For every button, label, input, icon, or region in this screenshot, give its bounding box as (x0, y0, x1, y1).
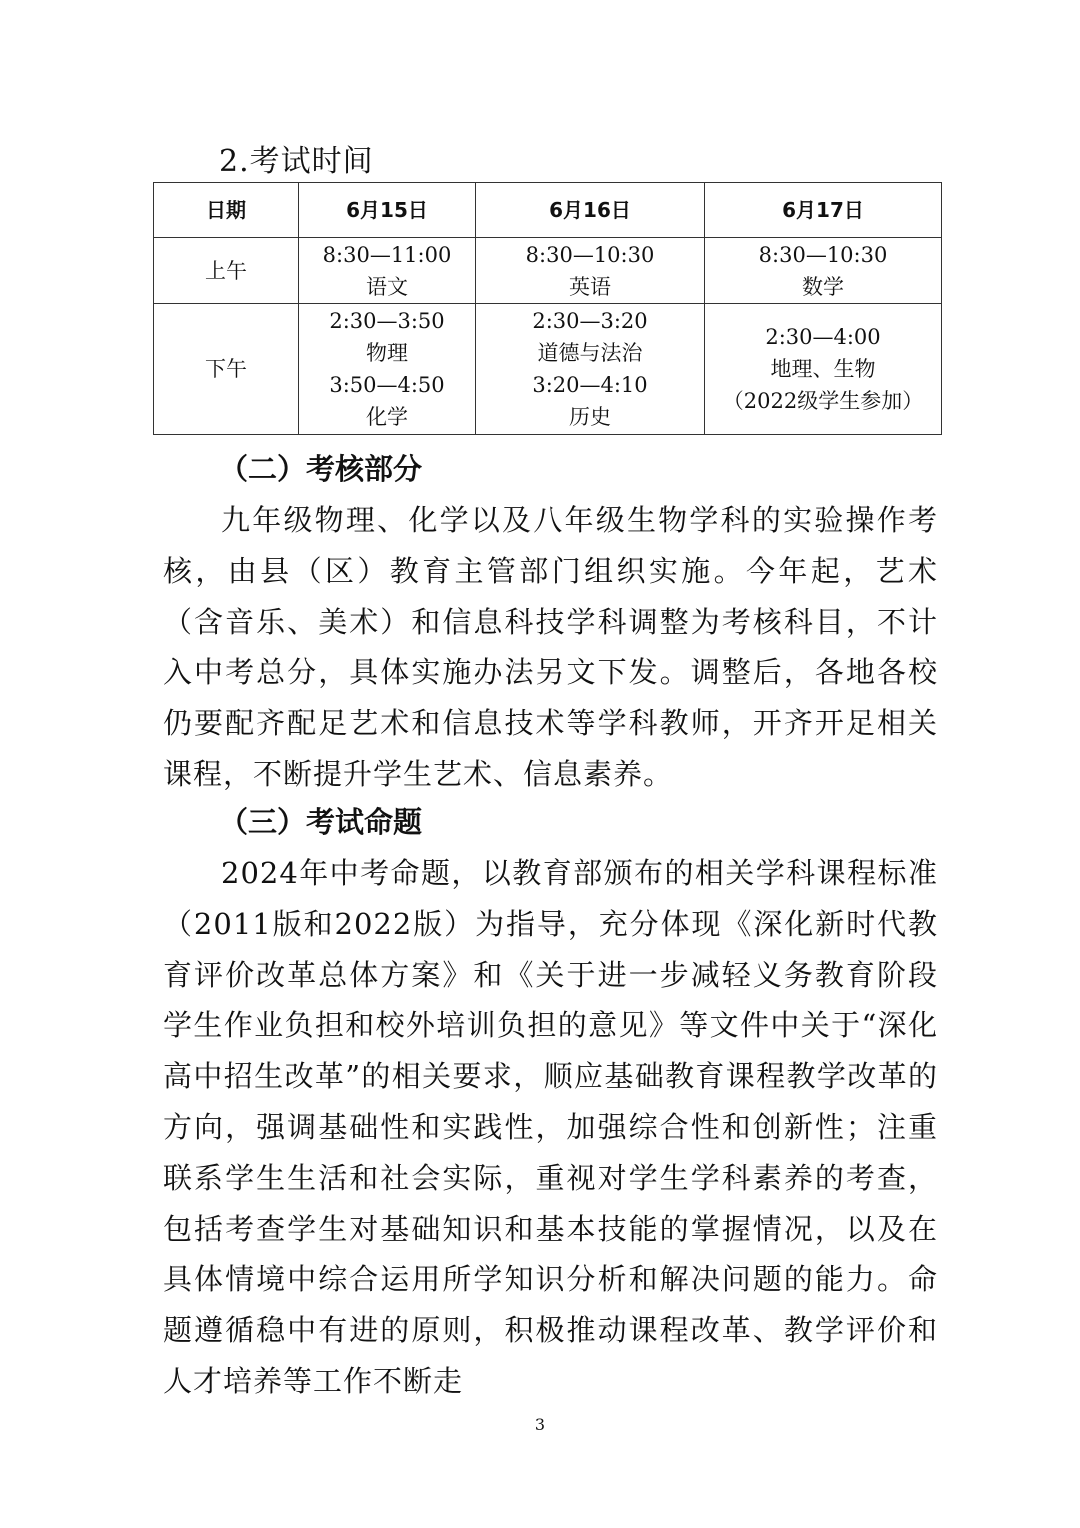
cell-time: 8:30—10:30 (525, 242, 655, 267)
section-2-title: （二）考核部分 (219, 452, 423, 486)
afternoon-cell-day-2 (476, 304, 705, 435)
morning-cell-day-3 (705, 238, 942, 304)
cell-subject: 数学 (802, 274, 844, 299)
cell-time: 2:30—4:00 (765, 325, 881, 349)
cell-subject: 化学 (366, 405, 408, 429)
header-day-2: 6月16日 (476, 183, 705, 238)
cell-time: 3:20—4:10 (532, 373, 648, 397)
section-2-paragraph: 九年级物理、化学以及八年级生物学科的实验操作考核，由县（区）教育主管部门组织实施。今年起，艺术（含音乐、美术）和信息科技学科调整为考核科目，不计入中考总分，具体实施办法另文下发。调整后，各地各校仍要配齐配足艺术和信息技术等学科教师，开齐开足相关课程，不断提升学生艺术、信息素养。 (163, 503, 938, 791)
morning-cell-day-2 (476, 238, 705, 304)
section-3-title: （三）考试命题 (219, 805, 423, 839)
afternoon-cell-day-1 (299, 304, 476, 435)
header-day-3: 6月17日 (705, 183, 942, 238)
cell-note: （2022级学生参加） (722, 389, 924, 413)
cell-subject: 地理、生物 (770, 357, 876, 381)
header-date: 日期 (154, 183, 299, 238)
table-row-morning (154, 238, 942, 304)
exam-time-heading: 2.考试时间 (219, 144, 374, 179)
cell-time: 8:30—11:00 (322, 242, 452, 267)
table-row-afternoon (154, 304, 942, 435)
afternoon-label: 下午 (154, 304, 299, 435)
afternoon-cell-day-3 (705, 304, 942, 435)
cell-subject: 道德与法治 (537, 341, 643, 365)
cell-time: 2:30—3:20 (532, 309, 648, 333)
cell-time: 2:30—3:50 (329, 309, 445, 333)
section-3-paragraph: 2024年中考命题，以教育部颁布的相关学科课程标准（2011版和2022版）为指导，充分体现《深化新时代教育评价改革总体方案》和《关于进一步减轻义务教育阶段学生作业负担和校外培训负担的意见》等文件中关于“深化高中招生改革”的相关要求，顺应基础教育课程教学改革的方向，强调基础性和实践性，加强综合性和创新性；注重联系学生生活和社会实际，重视对学生学科素养的考查，包括考查学生对基础知识和基本技能的掌握情况，以及在具体情境中综合运用所学知识分析和解决问题的能力。命题遵循稳中有进的原则，积极推动课程改革、教学评价和人才培养等工作不断走 (163, 856, 938, 1398)
header-day-1: 6月15日 (299, 183, 476, 238)
table-header-row (154, 183, 942, 238)
cell-time: 8:30—10:30 (758, 242, 888, 267)
cell-subject: 英语 (569, 274, 611, 299)
morning-label: 上午 (154, 238, 299, 304)
cell-time: 3:50—4:50 (329, 373, 445, 397)
exam-schedule-table (153, 182, 942, 435)
cell-subject: 物理 (366, 341, 408, 365)
morning-cell-day-1 (299, 238, 476, 304)
page-number: 3 (534, 1415, 546, 1434)
cell-subject: 历史 (569, 405, 611, 429)
cell-subject: 语文 (366, 274, 408, 299)
